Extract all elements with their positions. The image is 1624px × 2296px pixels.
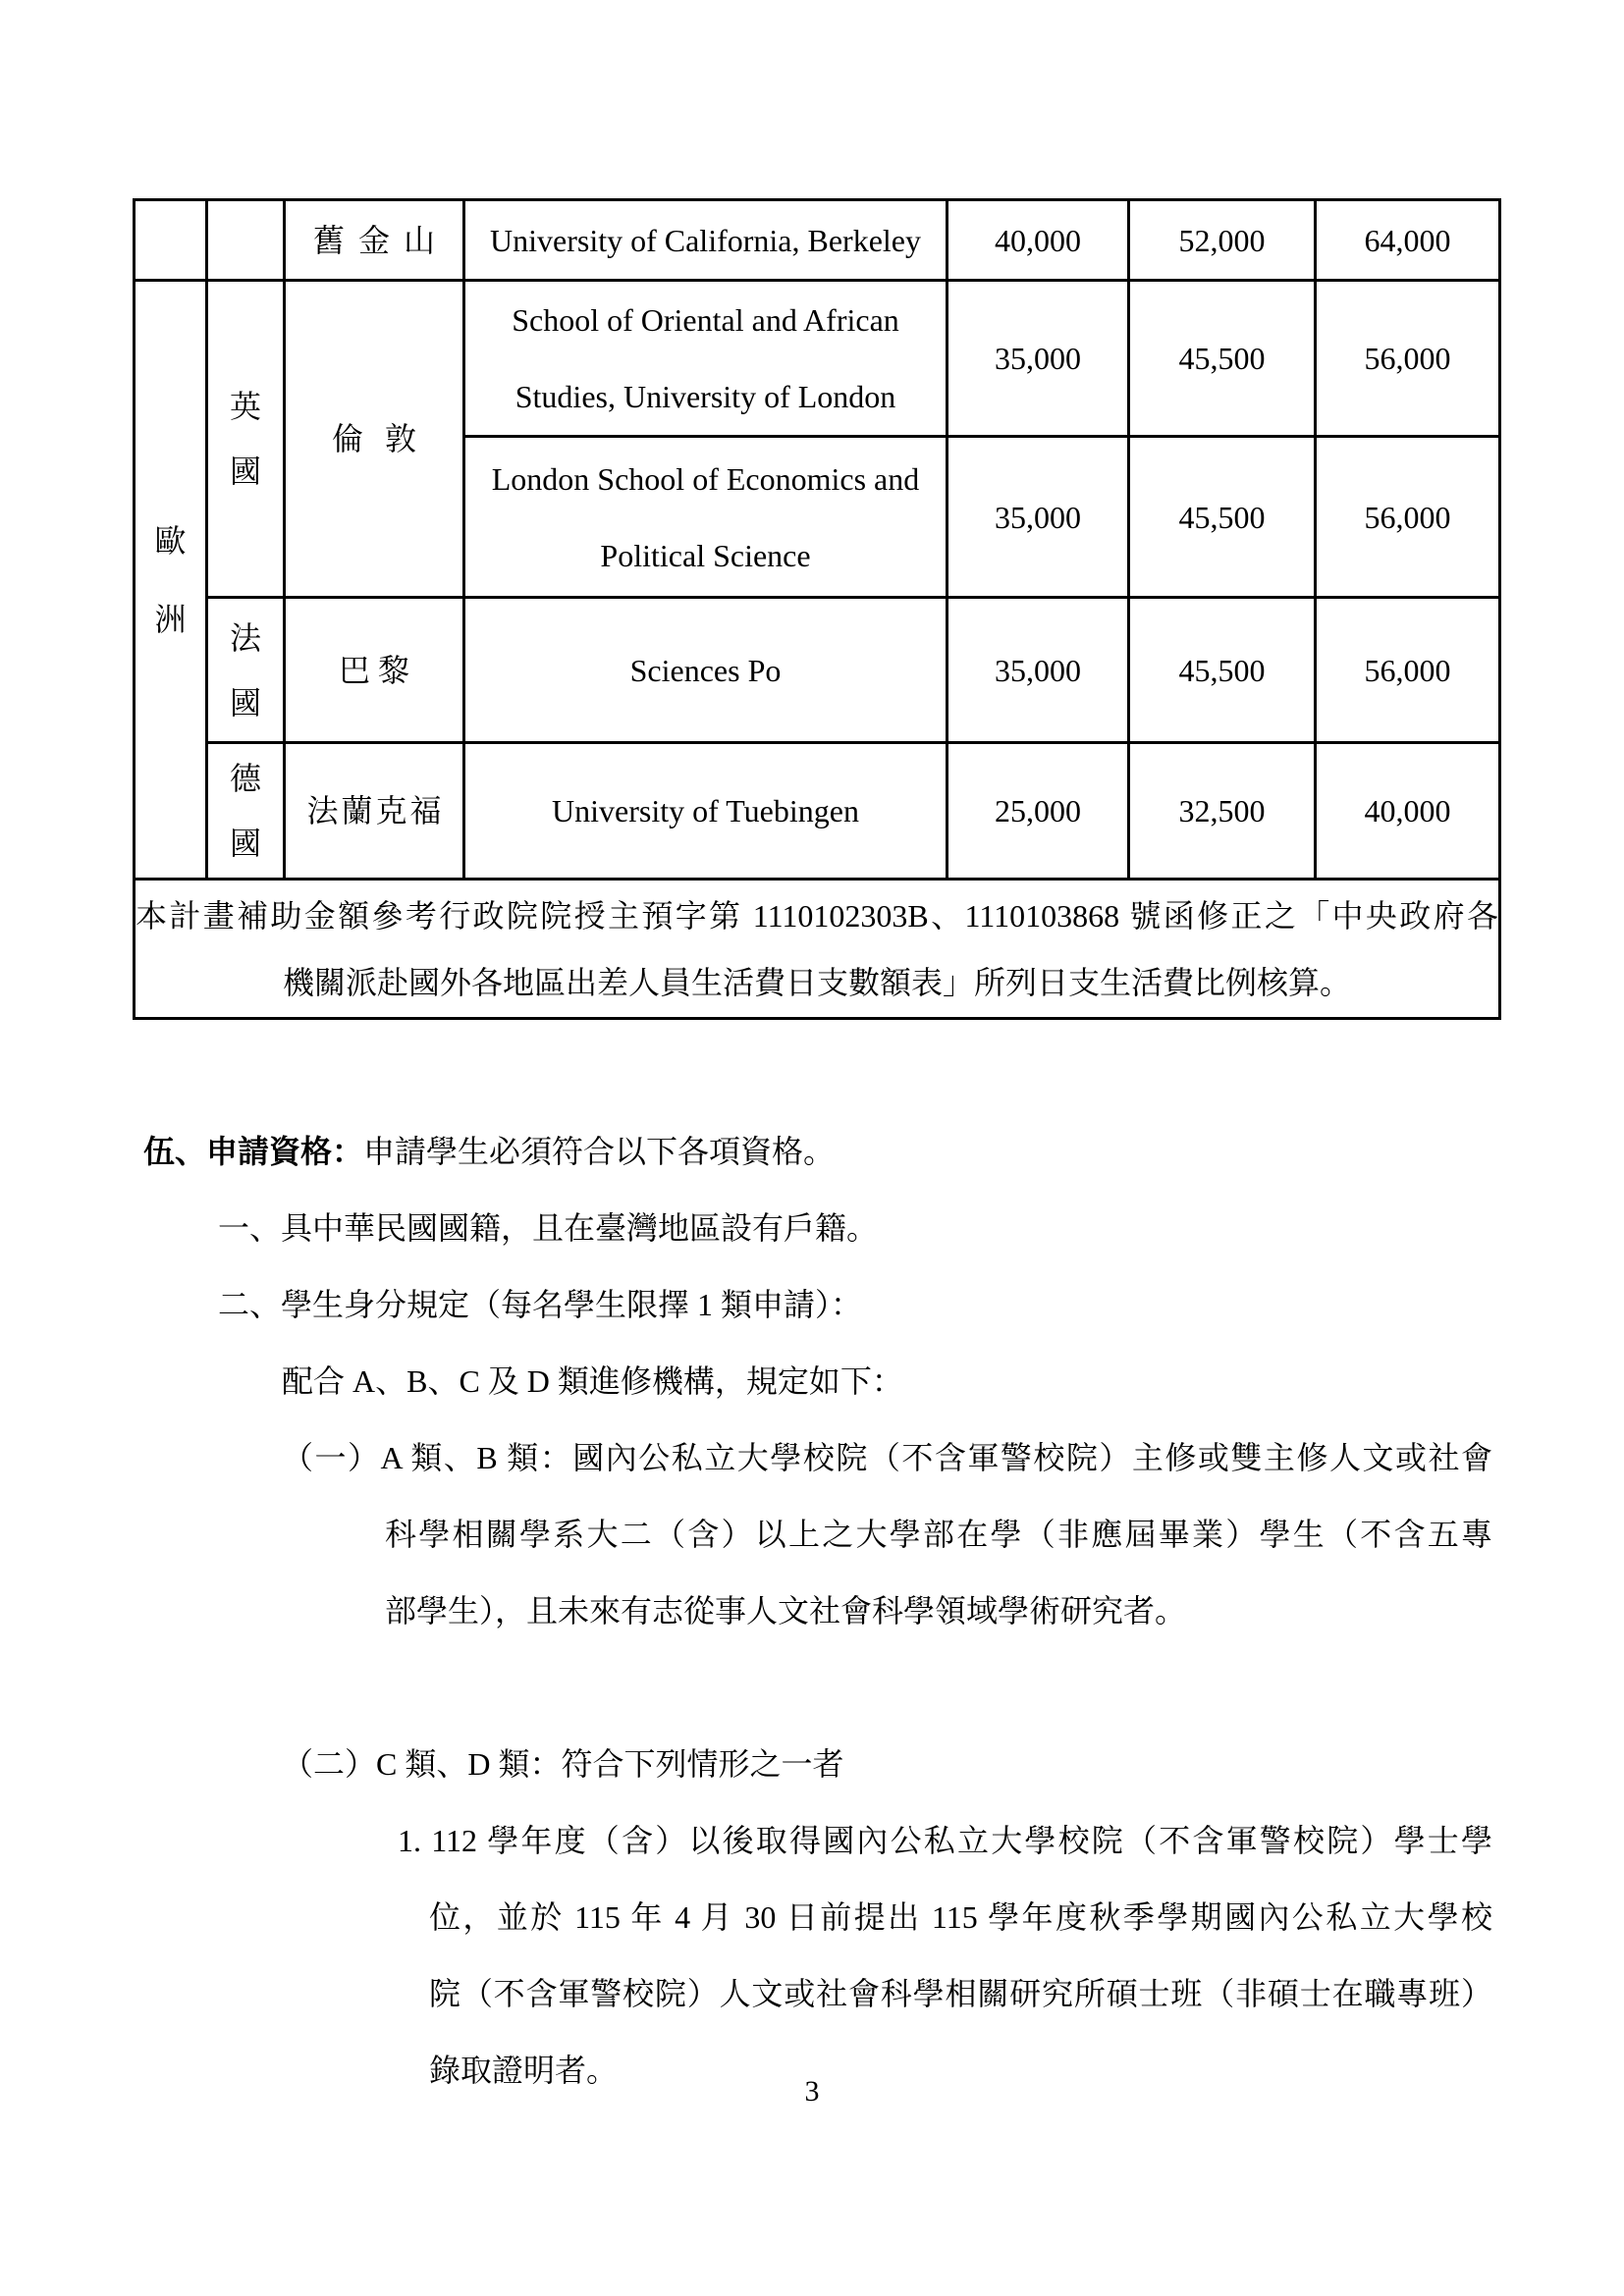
country-france-label: 法國	[229, 619, 261, 721]
sub-item2-point1-line4: 錄取證明者。	[429, 2053, 619, 2088]
table-row-berkeley	[135, 200, 1500, 281]
subsidy-amount-table	[133, 198, 1501, 1020]
region-europe-label: 歐洲	[154, 522, 187, 637]
cell-amount: 35,000	[947, 437, 1129, 598]
blank-line	[133, 1649, 1492, 1726]
sub-item1-line2: 科學相關學系大二（含）以上之大學部在學（非應屆畢業）學生（不含五專	[385, 1517, 1492, 1552]
cell-region-europe	[135, 281, 207, 880]
sub-item2-heading: （二）C 類、D 類：符合下列情形之一者	[282, 1746, 844, 1782]
univ-lse-line2: Political Science	[600, 537, 811, 573]
cell-amount: 45,500	[1129, 281, 1316, 437]
cell-amount: 35,000	[947, 598, 1129, 743]
cell-univ-lse	[464, 437, 947, 598]
eligibility-item2: 二、學生身分規定（每名學生限擇 1 類申請）：	[218, 1287, 863, 1322]
cell-amount: 56,000	[1316, 437, 1500, 598]
eligibility-item1: 一、具中華民國國籍，且在臺灣地區設有戶籍。	[218, 1210, 879, 1246]
sub-item2-point1-line2: 位，並於 115 年 4 月 30 日前提出 115 學年度秋季學期國內公私立大學校	[429, 1899, 1492, 1935]
cell-country-empty	[207, 200, 285, 281]
cell-city-frankfurt: 法蘭克福	[285, 743, 464, 880]
note-line2: 機關派赴國外各地區出差人員生活費日支數額表」所列日支生活費比例核算。	[282, 964, 1351, 1000]
table-row-soas	[135, 281, 1500, 437]
cell-city-sanfrancisco: 舊金山	[285, 200, 464, 281]
sub-item2-point1-line1: 1. 112 學年度（含）以後取得國內公私立大學校院（不含軍警校院）學士學	[398, 1823, 1492, 1858]
table-row-tuebingen	[135, 743, 1500, 880]
sub-item1-line1: （一）A 類、B 類：國內公私立大學校院（不含軍警校院）主修或雙主修人文或社會	[282, 1440, 1492, 1475]
cell-amount: 40,000	[947, 200, 1129, 281]
country-uk-label: 英國	[229, 389, 261, 489]
cell-region-empty	[135, 200, 207, 281]
section5-label: 伍、申請資格：	[143, 1134, 364, 1169]
table-row-sciencespo	[135, 598, 1500, 743]
univ-soas-line1: School of Oriental and African	[512, 302, 899, 338]
cell-amount: 56,000	[1316, 281, 1500, 437]
cell-amount: 52,000	[1129, 200, 1316, 281]
cell-amount: 64,000	[1316, 200, 1500, 281]
cell-univ-soas	[464, 281, 947, 437]
section5-text: 申請學生必須符合以下各項資格。	[363, 1134, 836, 1169]
univ-soas-line2: Studies, University of London	[514, 379, 896, 414]
note-line1: 本計畫補助金額參考行政院院授主預字第 1110102303B、1110103868 號函修正之「中央政府各	[135, 897, 1498, 934]
page-number: 3	[804, 2075, 820, 2108]
cell-amount: 45,500	[1129, 598, 1316, 743]
section5-heading-line	[133, 1113, 1492, 1190]
cell-univ-tuebingen: University of Tuebingen	[464, 743, 947, 880]
cell-country-germany	[207, 743, 285, 880]
eligibility-section	[133, 1113, 1492, 2109]
cell-amount: 35,000	[947, 281, 1129, 437]
cell-amount: 40,000	[1316, 743, 1500, 880]
country-germany-label: 德國	[229, 761, 261, 861]
cell-city-paris: 巴黎	[285, 598, 464, 743]
sub-item2-point1-line3: 院（不含軍警校院）人文或社會科學相關研究所碩士班（非碩士在職專班）	[429, 1976, 1492, 2011]
cell-univ-sciencespo: Sciences Po	[464, 598, 947, 743]
cell-country-france	[207, 598, 285, 743]
eligibility-item2-intro: 配合 A、B、C 及 D 類進修機構，規定如下：	[282, 1363, 903, 1399]
cell-country-uk	[207, 281, 285, 598]
univ-lse-line1: London School of Economics and	[491, 460, 920, 497]
table-row-note	[135, 880, 1500, 1019]
cell-amount: 56,000	[1316, 598, 1500, 743]
cell-amount: 25,000	[947, 743, 1129, 880]
cell-city-london: 倫敦	[285, 281, 464, 598]
sub-item1-line3: 部學生），且未來有志從事人文社會科學領域學術研究者。	[385, 1593, 1187, 1629]
cell-amount: 32,500	[1129, 743, 1316, 880]
cell-table-note	[135, 880, 1500, 1019]
cell-amount: 45,500	[1129, 437, 1316, 598]
cell-univ-berkeley: University of California, Berkeley	[464, 200, 947, 281]
